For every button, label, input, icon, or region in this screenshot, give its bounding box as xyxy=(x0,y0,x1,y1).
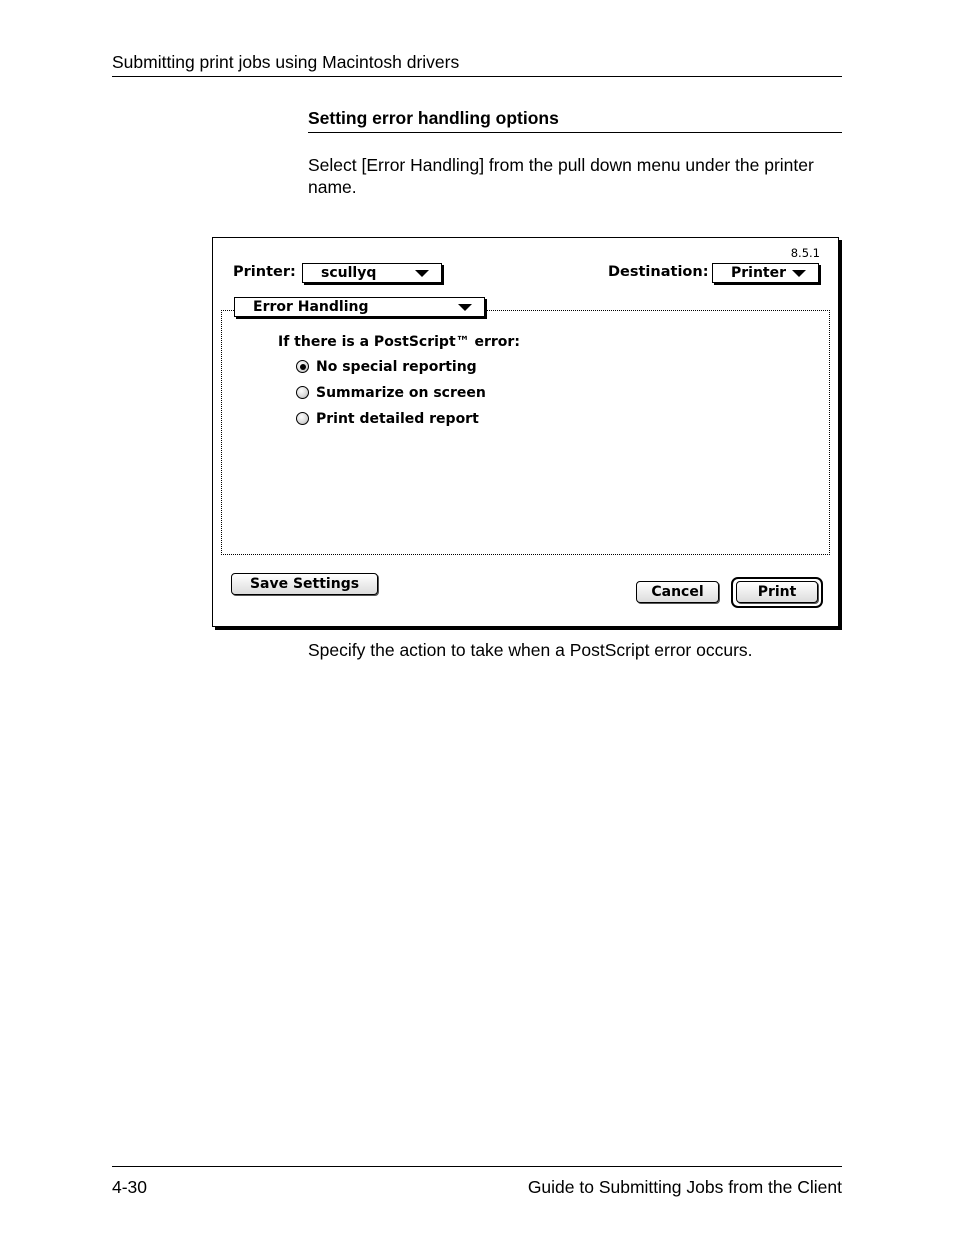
header-rule xyxy=(112,76,842,77)
radio-label: No special reporting xyxy=(316,359,477,375)
printer-popup[interactable] xyxy=(302,263,442,283)
chevron-down-icon xyxy=(792,270,806,277)
radio-unselected-icon[interactable] xyxy=(296,412,309,425)
radio-label: Print detailed report xyxy=(316,411,479,427)
printer-label: Printer: xyxy=(233,264,296,280)
print-dialog xyxy=(212,237,839,627)
running-header: Submitting print jobs using Macintosh drivers xyxy=(112,52,460,72)
figure-caption: Specify the action to take when a PostScript error occurs. xyxy=(308,640,753,660)
panel-popup-value: Error Handling xyxy=(253,299,369,315)
printer-popup-value: scullyq xyxy=(321,265,377,281)
page-number: 4-30 xyxy=(112,1177,148,1197)
destination-label: Destination: xyxy=(608,264,709,280)
chevron-down-icon xyxy=(458,304,472,311)
destination-popup-value: Printer xyxy=(731,265,787,281)
driver-version: 8.5.1 xyxy=(790,246,820,260)
save-settings-button[interactable]: Save Settings xyxy=(231,573,378,595)
panel-popup[interactable] xyxy=(234,297,485,317)
destination-popup[interactable] xyxy=(712,263,819,283)
footer-rule xyxy=(112,1166,842,1167)
print-button[interactable]: Print xyxy=(736,581,818,603)
radio-selected-icon[interactable] xyxy=(296,360,309,373)
book-title: Guide to Submitting Jobs from the Client xyxy=(527,1177,842,1197)
section-title-rule xyxy=(308,132,842,133)
radio-label: Summarize on screen xyxy=(316,385,486,401)
error-heading: If there is a PostScript™ error: xyxy=(278,334,520,350)
chevron-down-icon xyxy=(415,270,429,277)
cancel-button[interactable]: Cancel xyxy=(636,581,719,603)
instruction-text: Select [Error Handling] from the pull down menu under the printer name. xyxy=(308,155,814,197)
radio-unselected-icon[interactable] xyxy=(296,386,309,399)
section-title: Setting error handling options xyxy=(308,108,559,128)
